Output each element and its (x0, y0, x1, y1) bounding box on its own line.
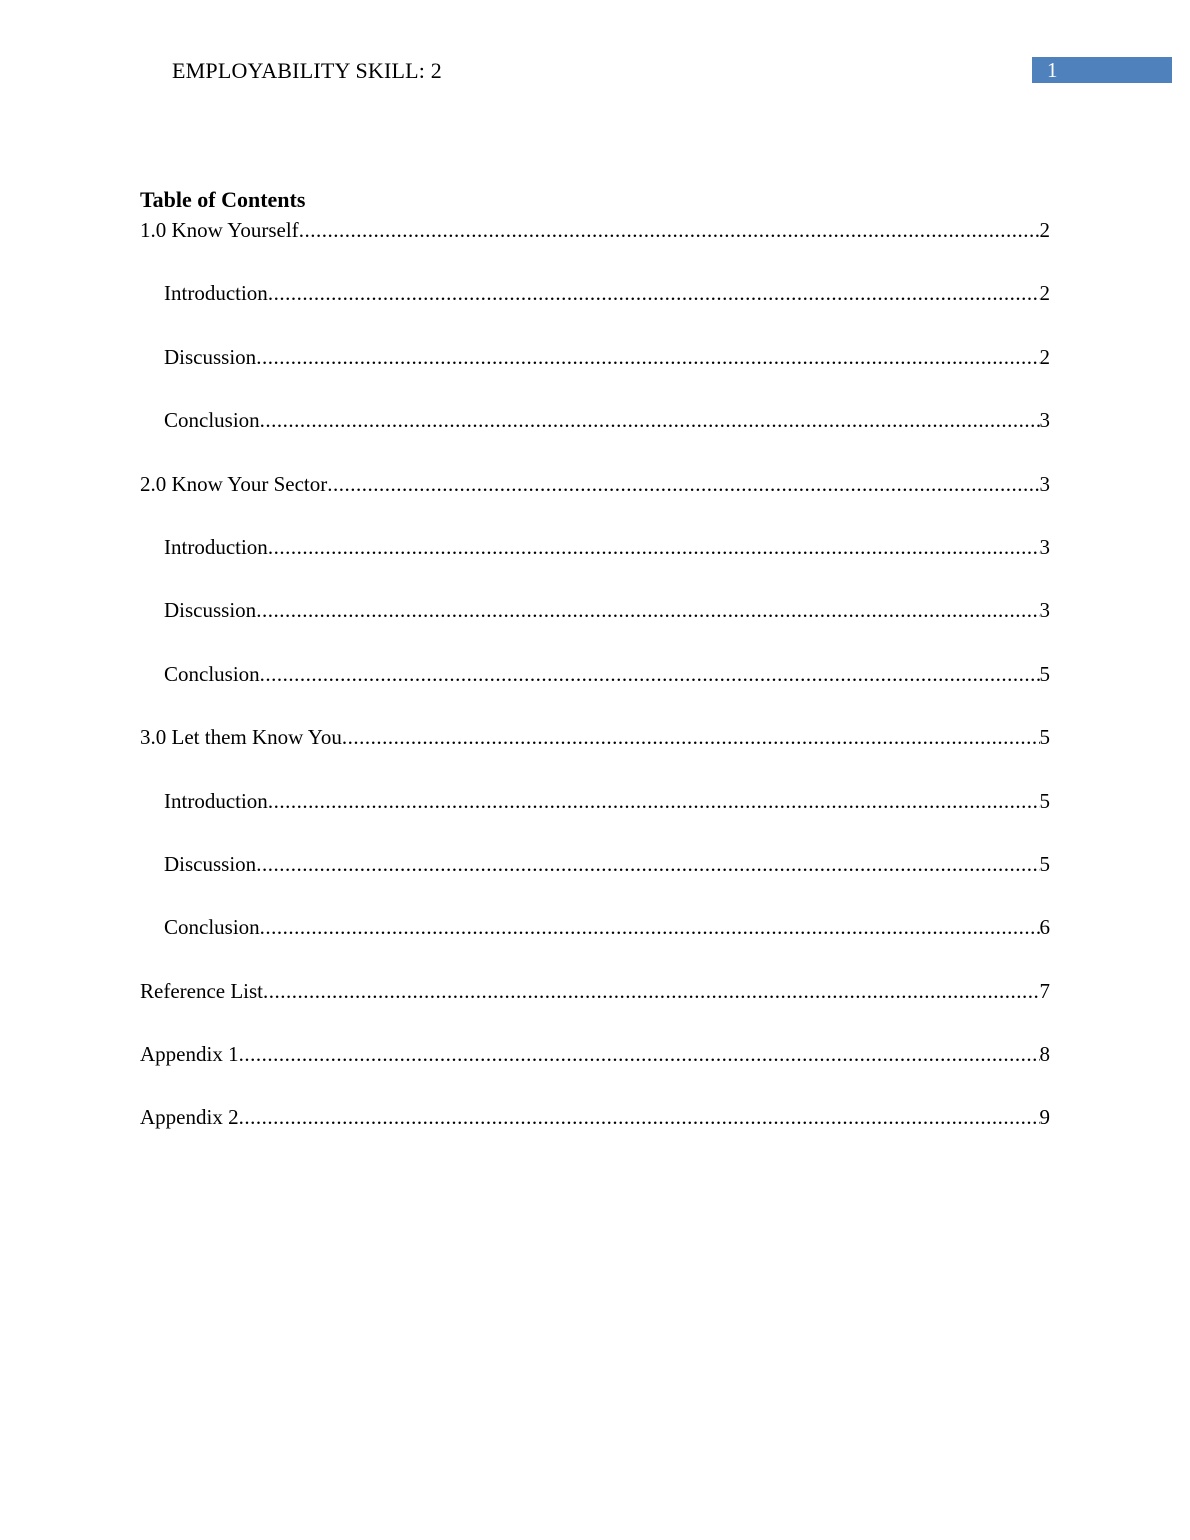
toc-entry-page-number: 7 (1039, 978, 1050, 1003)
toc-entry[interactable] (140, 913, 1050, 941)
toc-entry-label: Introduction (164, 281, 268, 306)
toc-entry-page-number: 3 (1039, 408, 1050, 433)
toc-entry-label: Reference List (140, 978, 264, 1003)
toc-entry-page-number: 5 (1039, 661, 1050, 686)
toc-entry[interactable] (140, 216, 1050, 244)
toc-entry-label: 1.0 Know Yourself (140, 218, 299, 242)
toc-dot-leader (260, 913, 1040, 941)
toc-list (140, 216, 1050, 1131)
toc-entry-label: 3.0 Let them Know You (140, 725, 342, 750)
toc-dot-leader (268, 533, 1040, 561)
toc-entry-page-number: 5 (1039, 788, 1050, 813)
toc-entry-page-number: 5 (1039, 851, 1050, 876)
toc-dot-leader (239, 1103, 1040, 1131)
toc-entry-label: Conclusion (164, 408, 260, 433)
toc-dot-leader (256, 596, 1039, 624)
toc-entry-page-number: 2 (1039, 218, 1050, 242)
toc-entry-label: Introduction (164, 534, 268, 559)
toc-entry-label: Appendix 1 (140, 1042, 239, 1067)
toc-dot-leader (263, 977, 1039, 1005)
toc-dot-leader (342, 723, 1040, 751)
toc-entry-label: Introduction (164, 788, 268, 813)
toc-entry[interactable] (140, 723, 1050, 751)
toc-entry-label: Discussion (164, 851, 257, 876)
toc-dot-leader (260, 406, 1040, 434)
toc-entry-page-number: 2 (1039, 344, 1050, 369)
toc-entry-page-number: 6 (1039, 915, 1050, 940)
toc-dot-leader (299, 216, 1040, 244)
toc-title: Table of Contents (140, 187, 306, 212)
toc-dot-leader (239, 1040, 1040, 1068)
toc-entry-page-number: 8 (1039, 1042, 1050, 1067)
toc-entry[interactable] (140, 1040, 1050, 1068)
toc-dot-leader (256, 850, 1039, 878)
toc-entry-label: 2.0 Know Your Sector (140, 471, 328, 496)
toc-entry-page-number: 3 (1039, 534, 1050, 559)
toc-dot-leader (268, 279, 1040, 307)
toc-entry-label: Discussion (164, 598, 257, 623)
toc-entry[interactable] (140, 1103, 1050, 1131)
toc-entry-label: Conclusion (164, 661, 260, 686)
toc-entry[interactable] (140, 343, 1050, 371)
toc-dot-leader (327, 470, 1039, 498)
toc-entry-page-number: 2 (1039, 281, 1050, 306)
toc-entry-page-number: 9 (1039, 1105, 1050, 1130)
running-head: EMPLOYABILITY SKILL: 2 (172, 58, 443, 83)
toc-entry-label: Appendix 2 (140, 1105, 239, 1130)
toc-entry[interactable] (140, 533, 1050, 561)
toc-entry-page-number: 3 (1039, 598, 1050, 623)
toc-entry[interactable] (140, 787, 1050, 815)
toc-entry[interactable] (140, 660, 1050, 688)
toc-entry[interactable] (140, 406, 1050, 434)
toc-entry[interactable] (140, 596, 1050, 624)
toc-dot-leader (260, 660, 1040, 688)
toc-entry[interactable] (140, 279, 1050, 307)
toc-entry-label: Conclusion (164, 915, 260, 940)
table-of-contents (140, 186, 1050, 1167)
toc-dot-leader (268, 787, 1040, 815)
toc-entry-page-number: 5 (1039, 725, 1050, 750)
toc-entry-page-number: 3 (1039, 471, 1050, 496)
toc-entry[interactable] (140, 850, 1050, 878)
toc-entry-label: Discussion (164, 344, 257, 369)
toc-dot-leader (256, 343, 1039, 371)
toc-entry[interactable] (140, 977, 1050, 1005)
toc-entry[interactable] (140, 470, 1050, 498)
page-number: 1 (1032, 57, 1172, 83)
